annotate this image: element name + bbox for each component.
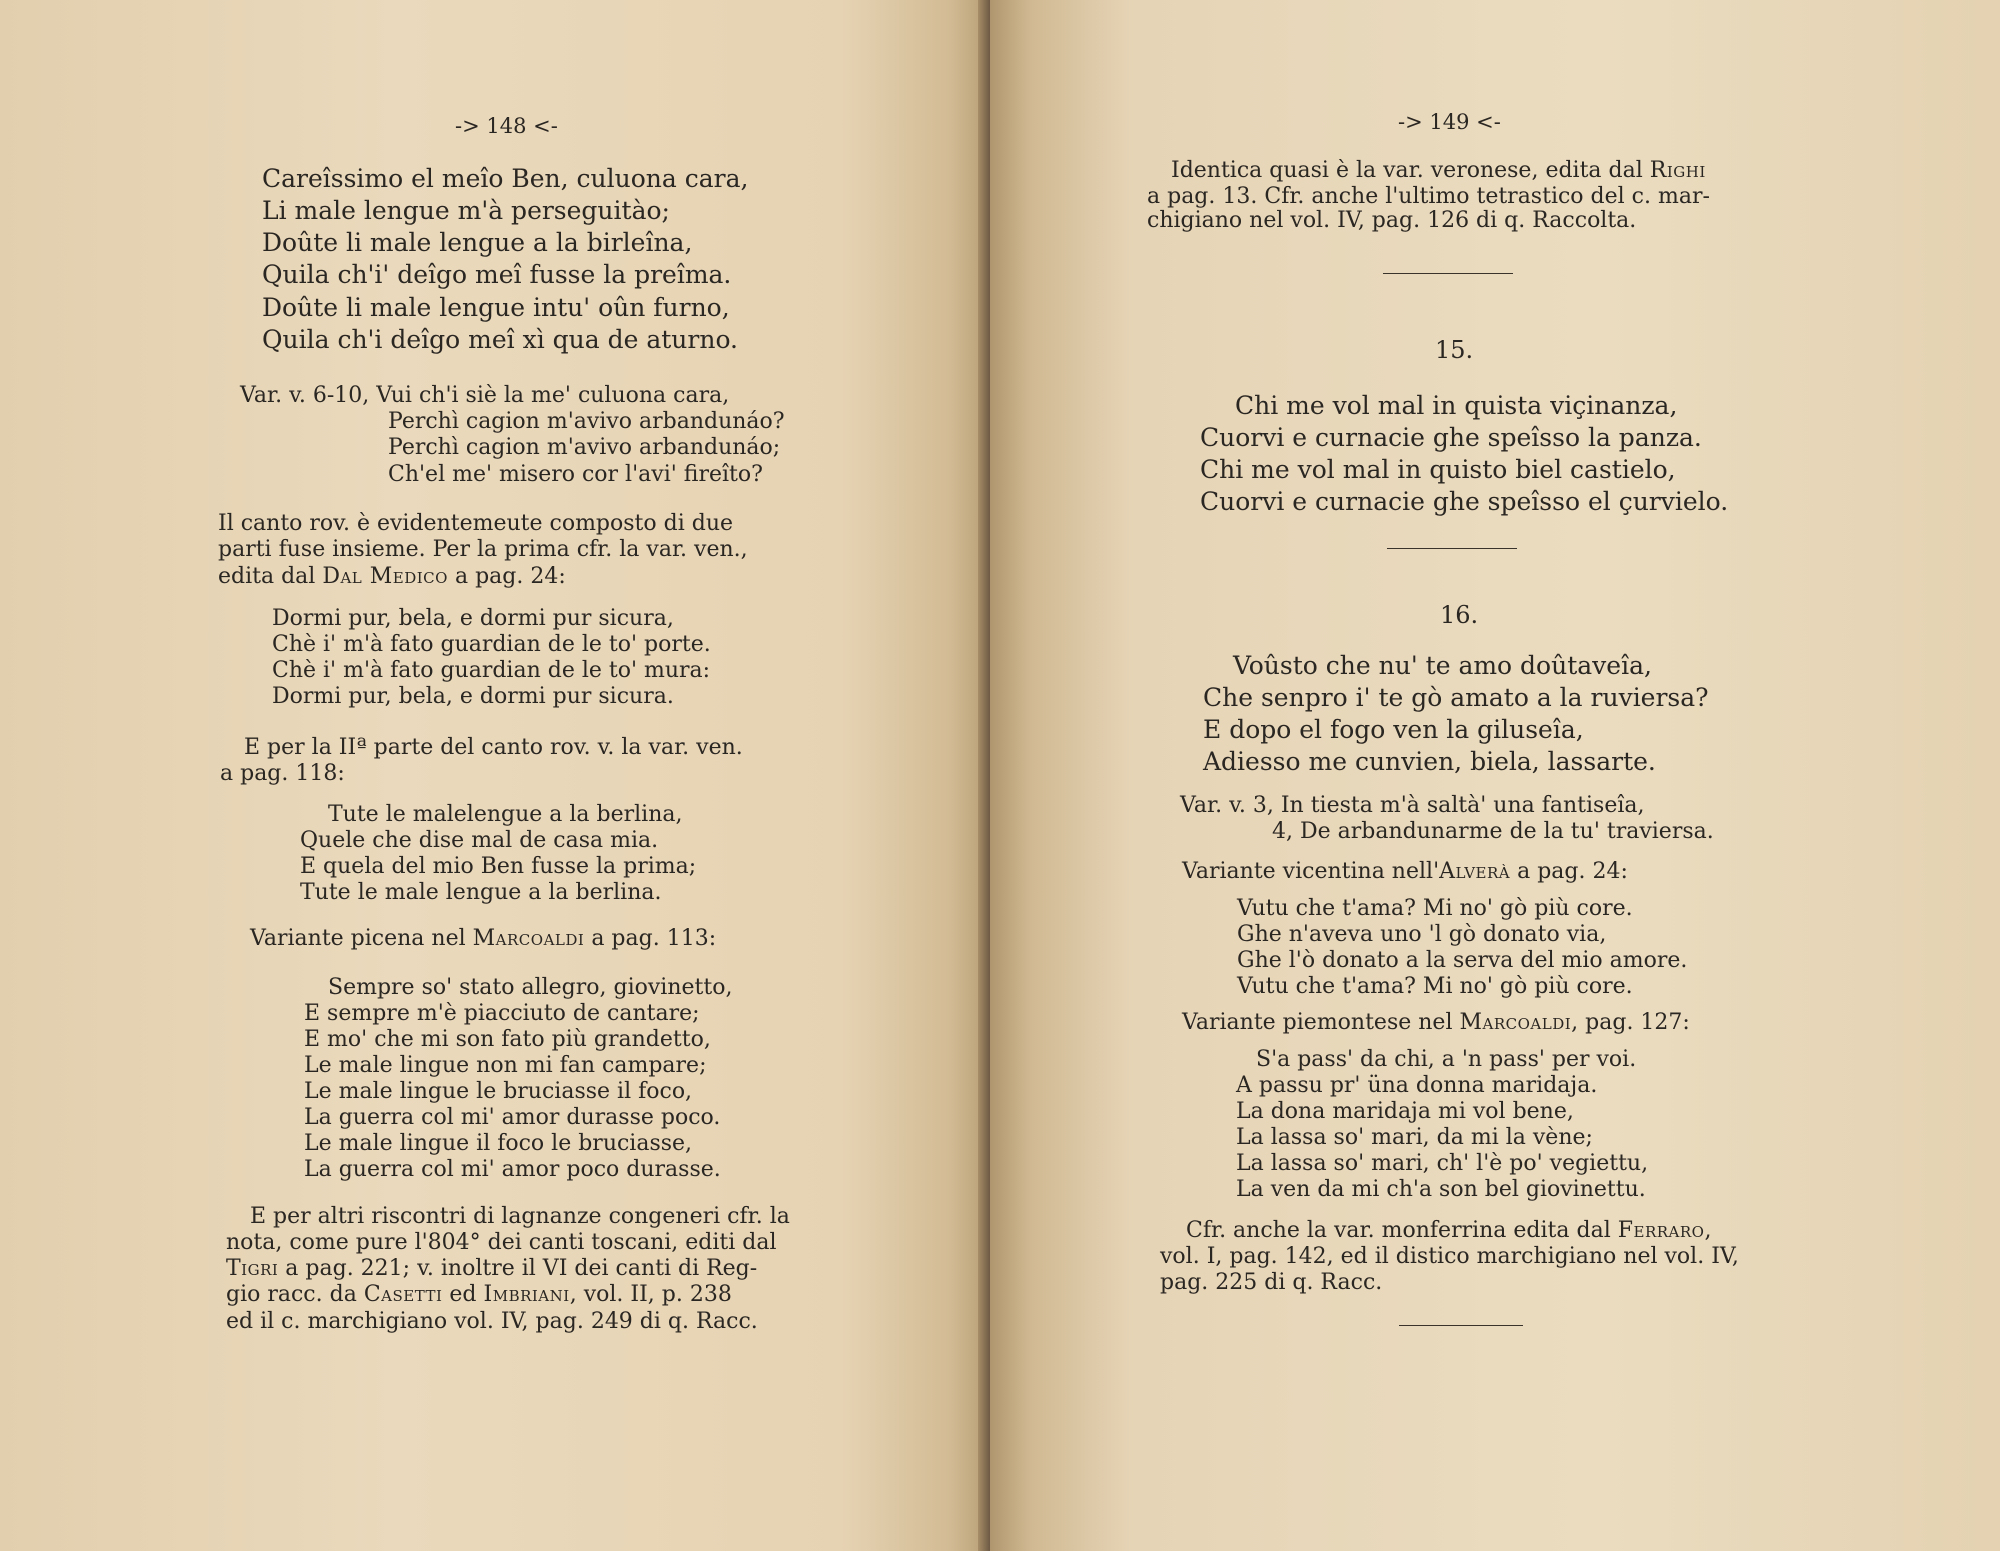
text-line <box>272 634 711 656</box>
text-span: Variante vicentina nell' <box>1182 859 1440 884</box>
text-line <box>1237 924 1606 946</box>
text-line <box>1236 1075 1597 1097</box>
text-line <box>1200 425 1702 450</box>
text-line <box>262 198 670 223</box>
author-name: Tigri <box>226 1256 279 1281</box>
text-span: Dormi pur, bela, e dormi pur sicura, <box>272 606 674 631</box>
text-line <box>304 1055 707 1077</box>
text-span: Chè i' m'à fato guardian de le to' porte. <box>272 632 711 657</box>
text-line <box>328 977 732 999</box>
text-line <box>1435 338 1473 362</box>
text-span: Cfr. anche la var. monferrina edita dal <box>1186 1218 1618 1243</box>
text-line <box>328 804 683 826</box>
text-line <box>226 1311 758 1333</box>
text-span: Le male lingue il foco le bruciasse, <box>304 1131 693 1156</box>
text-span: E dopo el fogo ven la giluseîa, <box>1203 715 1584 744</box>
text-line <box>1182 1012 1690 1034</box>
text-span: La dona maridaja mi vol bene, <box>1236 1099 1574 1124</box>
author-name: Dal Medico <box>322 564 448 589</box>
text-span: Chè i' m'à fato guardian de le to' mura: <box>272 658 711 683</box>
text-span: Le male lingue non mi fan campare; <box>304 1053 707 1078</box>
text-span: vol. I, pag. 142, ed il distico marchigiano nel vol. IV, <box>1160 1244 1739 1269</box>
text-span: Var. v. 6-10, Vui ch'i siè la me' culuona cara, <box>240 383 730 408</box>
text-line <box>262 166 748 191</box>
text-line <box>304 1133 692 1155</box>
author-name: Marcoaldi <box>1459 1010 1572 1035</box>
text-line <box>1203 749 1656 774</box>
text-span: Sempre so' stato allegro, giovinetto, <box>328 975 733 1000</box>
text-line <box>1147 186 1710 208</box>
text-line <box>1236 1179 1646 1201</box>
author-name: Marcoaldi <box>472 926 585 951</box>
text-span: La lassa so' mari, ch' l'è po' vegiettu, <box>1236 1151 1649 1176</box>
text-line <box>1203 717 1584 742</box>
text-span: Variante piemontese nel <box>1182 1010 1460 1035</box>
page-number-header: -> 148 <- <box>455 114 558 138</box>
section-divider <box>1399 1325 1523 1326</box>
text-line <box>262 295 730 320</box>
text-line <box>244 737 743 759</box>
text-span: La guerra col mi' amor durasse poco. <box>304 1105 721 1130</box>
text-span: Ghe n'aveva uno 'l gò donato via, <box>1237 922 1607 947</box>
text-line <box>304 1107 720 1129</box>
text-span: Ch'el me' misero cor l'avi' fireîto? <box>388 462 763 487</box>
text-line <box>1200 457 1676 482</box>
text-span: 15. <box>1435 336 1474 364</box>
text-span: 4, De arbandunarme de la tu' traviersa. <box>1272 819 1714 844</box>
text-line <box>272 660 710 682</box>
text-span: E per la IIª parte del canto rov. v. la var. ven. <box>244 735 743 760</box>
text-span: Tute le malelengue a la berlina, <box>328 802 683 827</box>
text-span: ed <box>442 1282 484 1307</box>
text-line <box>300 856 696 878</box>
text-span: Dormi pur, bela, e dormi pur sicura. <box>272 684 674 709</box>
text-span: edita dal <box>218 564 323 589</box>
text-span: Quila ch'i deîgo meî xì qua de aturno. <box>262 325 739 354</box>
text-line <box>1200 489 1728 514</box>
text-line <box>226 1258 757 1280</box>
text-span: chigiano nel vol. IV, pag. 126 di q. Raccolta. <box>1147 208 1637 233</box>
text-line <box>1256 1049 1636 1071</box>
text-line <box>220 763 345 785</box>
text-line <box>250 928 716 950</box>
author-name: Ferraro <box>1617 1218 1705 1243</box>
author-name: Casetti <box>363 1282 443 1307</box>
text-line <box>218 566 566 588</box>
text-line <box>1160 1272 1382 1294</box>
text-span: a pag. 113: <box>584 926 717 951</box>
text-span: Identica quasi è la var. veronese, edita dal <box>1171 158 1650 183</box>
text-line <box>272 686 674 708</box>
text-span: a pag. 118: <box>220 761 345 786</box>
text-span: La lassa so' mari, da mi la vène; <box>1236 1125 1593 1150</box>
text-line <box>272 608 674 630</box>
text-line <box>304 1159 721 1181</box>
text-span: , pag. 127: <box>1571 1010 1690 1035</box>
text-span: La guerra col mi' amor poco durasse. <box>304 1157 721 1182</box>
text-span: S'a pass' da chi, a 'n pass' per voi. <box>1256 1047 1637 1072</box>
text-span: parti fuse insieme. Per la prima cfr. la var. ven., <box>218 537 748 562</box>
text-line <box>226 1232 777 1254</box>
text-span: Var. v. 3, In tiesta m'à saltà' una fantiseîa, <box>1180 793 1645 818</box>
text-line <box>262 230 692 255</box>
text-span: Li male lengue m'à perseguitào; <box>262 196 670 225</box>
text-line <box>1233 653 1652 678</box>
page-number-header: -> 149 <- <box>1398 110 1501 134</box>
text-line <box>1237 950 1687 972</box>
text-line <box>304 1003 700 1025</box>
right-page <box>990 0 2000 1551</box>
text-span: E mo' che mi son fato più grandetto, <box>304 1027 711 1052</box>
author-name: Alverà <box>1439 859 1511 884</box>
text-line <box>262 327 738 352</box>
text-span: Cuorvi e curnacie ghe speîsso el çurvielo. <box>1200 487 1729 516</box>
text-line <box>1237 898 1633 920</box>
text-line <box>1180 795 1645 817</box>
text-line <box>1272 821 1714 843</box>
text-span: Che senpro i' te gò amato a la ruviersa? <box>1203 683 1709 712</box>
text-span: nota, come pure l'804° dei canti toscani, editi dal <box>226 1230 777 1255</box>
text-span: Doûte li male lengue a la birleîna, <box>262 228 693 257</box>
text-span: E quela del mio Ben fusse la prima; <box>300 854 697 879</box>
text-line <box>1440 603 1478 627</box>
text-span: Ghe l'ò donato a la serva del mio amore. <box>1237 948 1688 973</box>
text-span: A passu pr' üna donna maridaja. <box>1236 1073 1598 1098</box>
text-span: La ven da mi ch'a son bel giovinettu. <box>1236 1177 1646 1202</box>
text-line <box>300 830 658 852</box>
text-span: E per altri riscontri di lagnanze congeneri cfr. la <box>250 1204 790 1229</box>
text-span: Variante picena nel <box>250 926 473 951</box>
text-span: , vol. II, p. 238 <box>569 1282 732 1307</box>
text-span: a pag. 24: <box>1510 859 1628 884</box>
text-line <box>1147 210 1636 232</box>
left-page <box>0 0 990 1551</box>
text-span: Voûsto che nu' te amo doûtaveîa, <box>1233 651 1652 680</box>
text-line <box>1182 861 1628 883</box>
text-line <box>1237 976 1633 998</box>
text-span: ed il c. marchigiano vol. IV, pag. 249 di q. Racc. <box>226 1309 758 1334</box>
text-span: a pag. 24: <box>447 564 566 589</box>
text-line <box>1203 685 1709 710</box>
author-name: Righi <box>1649 158 1706 183</box>
text-span: Quele che dise mal de casa mia. <box>300 828 659 853</box>
section-divider <box>1383 273 1513 274</box>
section-divider <box>1387 548 1517 549</box>
text-line <box>388 411 785 433</box>
text-line <box>1236 1153 1648 1175</box>
text-span: Il canto rov. è evidentemeute composto di due <box>218 511 734 536</box>
text-line <box>1186 1220 1711 1242</box>
text-line <box>1171 160 1706 182</box>
text-span: a pag. 13. Cfr. anche l'ultimo tetrastico del c. mar- <box>1147 184 1710 209</box>
text-span: pag. 225 di q. Racc. <box>1160 1270 1383 1295</box>
text-span: a pag. 221; v. inoltre il VI dei canti di Reg- <box>278 1256 758 1281</box>
text-span: Quila ch'i' deîgo meî fusse la preîma. <box>262 260 732 289</box>
text-span: Perchì cagion m'avivo arbandunáo; <box>388 435 781 460</box>
text-span: Careîssimo el meîo Ben, culuona cara, <box>262 164 749 193</box>
text-span: Chi me vol mal in quisto biel castielo, <box>1200 455 1676 484</box>
text-span: Perchì cagion m'avivo arbandunáo? <box>388 409 785 434</box>
text-line <box>1160 1246 1739 1268</box>
text-span: Vutu che t'ama? Mi no' gò più core. <box>1237 896 1633 921</box>
text-line <box>1235 393 1677 418</box>
author-name: Imbriani <box>483 1282 570 1307</box>
text-line <box>300 882 662 904</box>
text-span: Adiesso me cunvien, biela, lassarte. <box>1203 747 1656 776</box>
text-span: Doûte li male lengue intu' oûn furno, <box>262 293 730 322</box>
text-span: Vutu che t'ama? Mi no' gò più core. <box>1237 974 1633 999</box>
text-line <box>218 513 733 535</box>
text-span: gio racc. da <box>226 1282 364 1307</box>
text-line <box>1236 1127 1593 1149</box>
text-span: Tute le male lengue a la berlina. <box>300 880 662 905</box>
text-span: Chi me vol mal in quista viçinanza, <box>1235 391 1678 420</box>
text-line <box>240 385 729 407</box>
text-line <box>304 1081 692 1103</box>
text-line <box>388 464 763 486</box>
text-span: 16. <box>1440 601 1479 629</box>
text-line <box>218 539 748 561</box>
text-line <box>304 1029 711 1051</box>
text-line <box>388 437 780 459</box>
text-span: E sempre m'è piacciuto de cantare; <box>304 1001 700 1026</box>
text-line <box>1236 1101 1574 1123</box>
text-line <box>262 262 731 287</box>
text-span: Cuorvi e curnacie ghe speîsso la panza. <box>1200 423 1702 452</box>
text-line <box>250 1206 790 1228</box>
text-span: Le male lingue le bruciasse il foco, <box>304 1079 693 1104</box>
text-span: , <box>1704 1218 1712 1243</box>
text-line <box>226 1284 732 1306</box>
